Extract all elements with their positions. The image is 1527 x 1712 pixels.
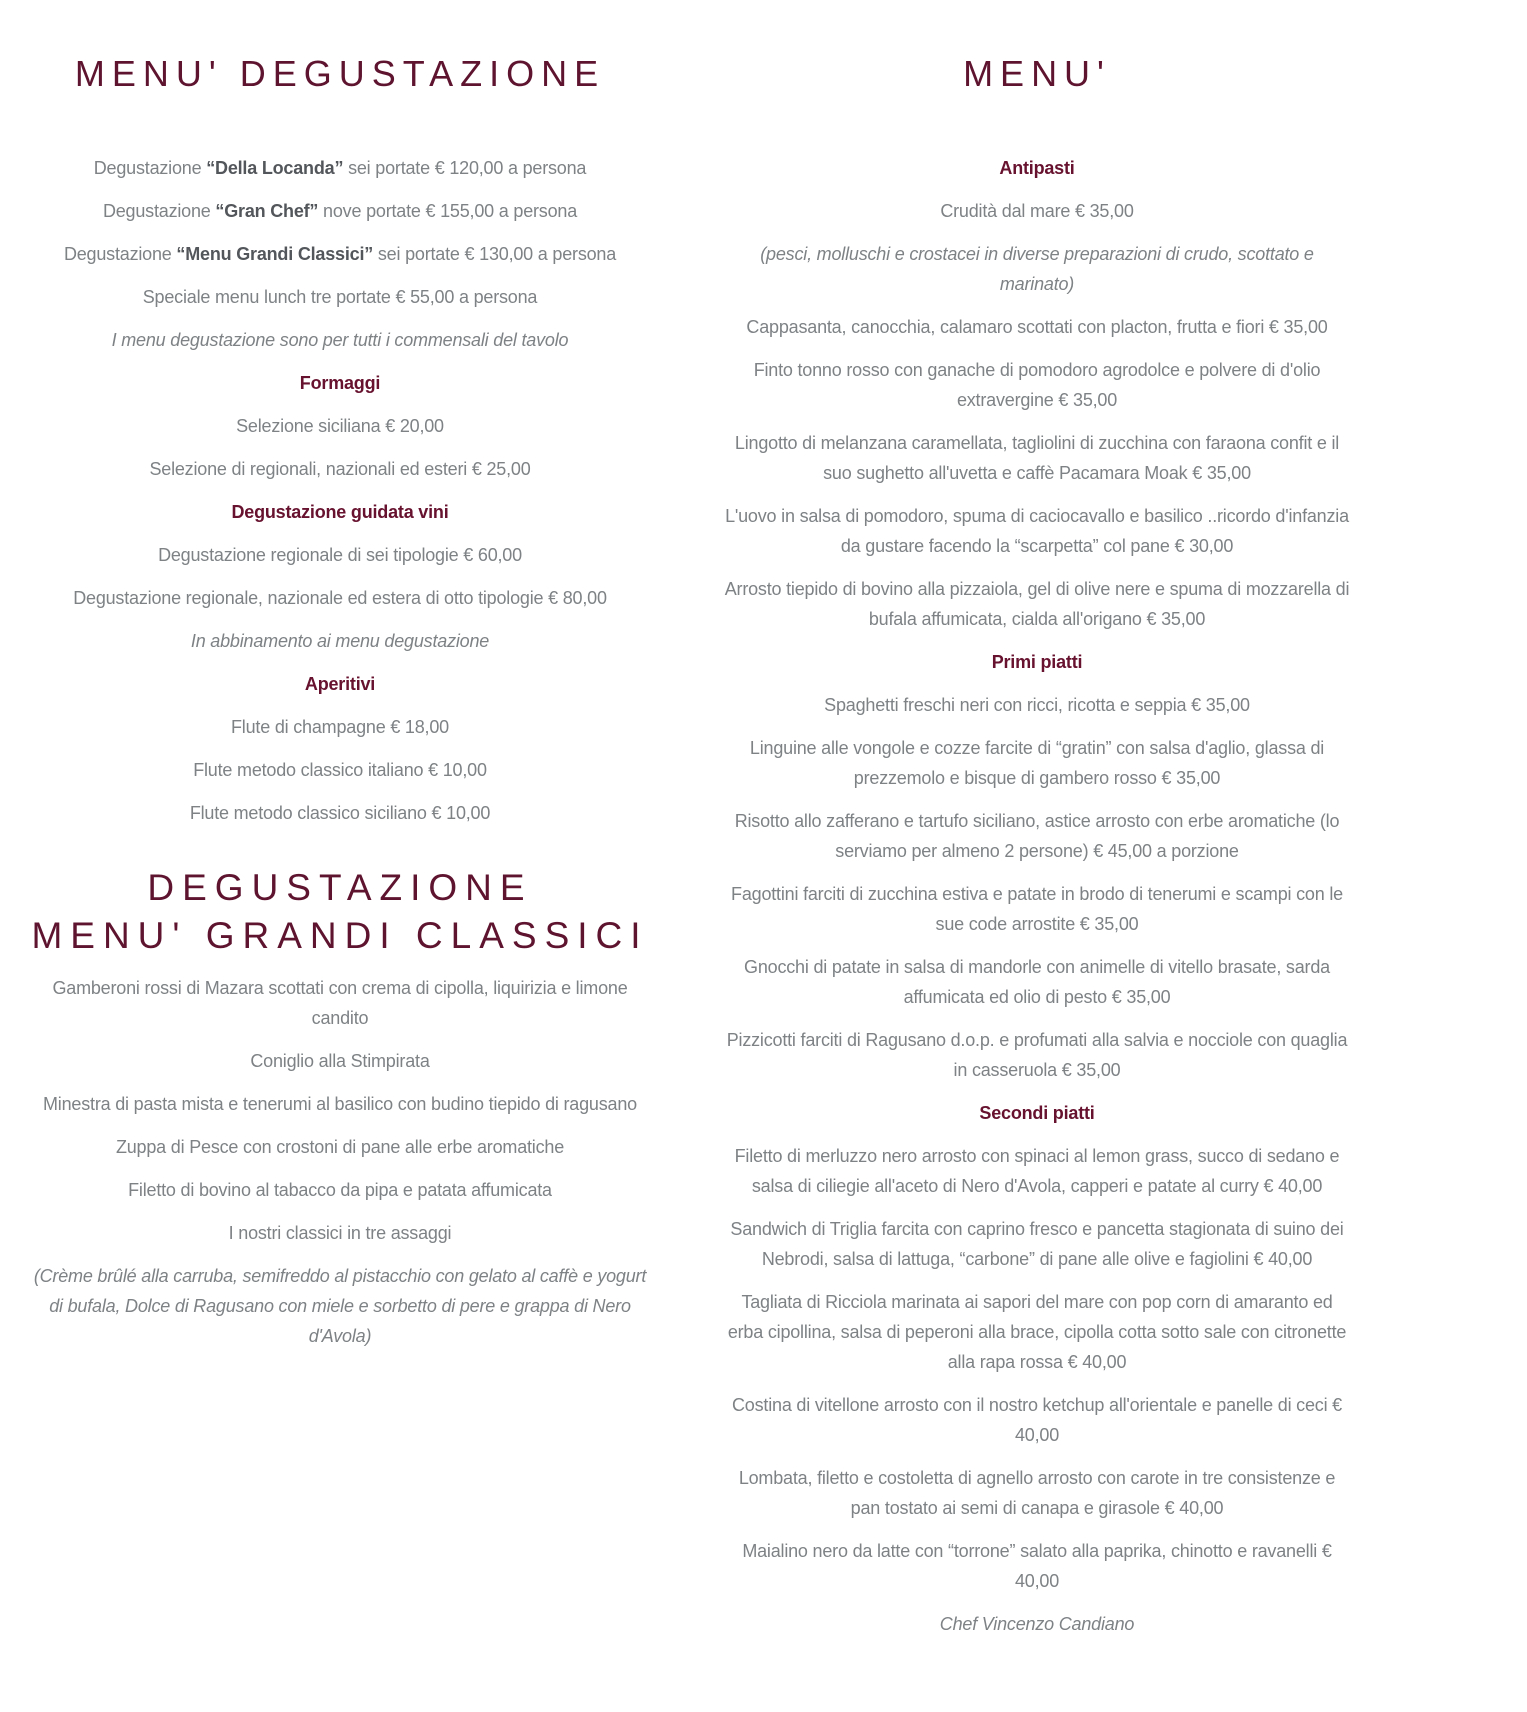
menu-item: Fagottini farciti di zucchina estiva e patate in brodo di tenerumi e scampi con le sue code arrostite € 35,00 bbox=[731, 884, 1343, 935]
menu-item: Spaghetti freschi neri con ricci, ricotta e seppia € 35,00 bbox=[824, 695, 1250, 716]
menu-item: Arrosto tiepido di bovino alla pizzaiola, gel di olive nere e spuma di mozzarella di bufala affumicata, cialda all'origano € 35,00 bbox=[724, 579, 1350, 630]
menu-item: I nostri classici in tre assaggi bbox=[228, 1222, 452, 1243]
menu-item: Selezione di regionali, nazionali ed esteri € 25,00 bbox=[149, 459, 531, 480]
menu-item: Speciale menu lunch tre portate € 55,00 a persona bbox=[142, 287, 538, 308]
menu-item: Flute metodo classico siciliano € 10,00 bbox=[189, 803, 491, 824]
menu-item-text: nove portate € 155,00 a persona bbox=[318, 201, 578, 222]
menu-note: (Crème brûlé alla carruba, semifreddo al pistacchio con gelato al caffè e yogurt di bufala, Dolce di Ragusano con miele e sorbetto di pere e grappa di Nero d'Avola) bbox=[33, 1265, 647, 1346]
menu-item: Filetto di merluzzo nero arrosto con spinaci al lemon grass, succo di sedano e salsa di ciliegie all'aceto di Nero d'Avola, capperi e patate al curry € 40,00 bbox=[734, 1146, 1340, 1197]
menu-item: Minestra di pasta mista e tenerumi al basilico con budino tiepido di ragusano bbox=[43, 1093, 637, 1114]
category-heading: Formaggi bbox=[299, 373, 381, 394]
menu-item: Pizzicotti farciti di Ragusano d.o.p. e profumati alla salvia e nocciole con quaglia in casseruola € 35,00 bbox=[726, 1030, 1348, 1081]
menu-item: Gamberoni rossi di Mazara scottati con crema di cipolla, liquirizia e limone candito bbox=[52, 977, 628, 1028]
menu-item-text: sei portate € 130,00 a persona bbox=[373, 244, 617, 265]
menu-item: Linguine alle vongole e cozze farcite di “gratin” con salsa d'aglio, glassa di prezzemolo e bisque di gambero rosso € 35,00 bbox=[749, 738, 1325, 789]
menu-item: Maialino nero da latte con “torrone” salato alla paprika, chinotto e ravanelli € 40,00 bbox=[742, 1541, 1332, 1592]
menu-item: Finto tonno rosso con ganache di pomodoro agrodolce e polvere di d'olio extravergine € 35,00 bbox=[753, 360, 1321, 411]
menu-item bbox=[25, 239, 655, 269]
menu-item: Risotto allo zafferano e tartufo siciliano, astice arrosto con erbe aromatiche (lo serviamo per almeno 2 persone) € 45,00 a porzione bbox=[734, 811, 1340, 862]
menu-item: Crudità dal mare € 35,00 bbox=[940, 201, 1134, 222]
category-heading: Aperitivi bbox=[304, 674, 376, 695]
menu-item: Cappasanta, canocchia, calamaro scottati con placton, frutta e fiori € 35,00 bbox=[746, 317, 1328, 338]
column-menu bbox=[722, 52, 1352, 1652]
menu-note: (pesci, molluschi e crostacei in diverse preparazioni di crudo, scottato e marinato) bbox=[760, 244, 1314, 295]
menu-item: Flute metodo classico italiano € 10,00 bbox=[193, 760, 487, 781]
category-heading: Degustazione guidata vini bbox=[231, 502, 449, 523]
menu-item-name: “Della Locanda” bbox=[206, 158, 344, 179]
menu-item: L'uovo in salsa di pomodoro, spuma di caciocavallo e basilico ..ricordo d'infanzia da gustare facendo la “scarpetta” col pane € 30,00 bbox=[725, 506, 1349, 557]
category-heading: Primi piatti bbox=[991, 652, 1083, 673]
menu-item-text: Degustazione bbox=[102, 201, 216, 222]
menu-note: In abbinamento ai menu degustazione bbox=[190, 631, 490, 652]
section-title: DEGUSTAZIONE MENU' GRANDI CLASSICI bbox=[31, 867, 649, 956]
menu-item: Lingotto di melanzana caramellata, tagliolini di zucchina con faraona confit e il suo sughetto all'uvetta e caffè Pacamara Moak € 35,00 bbox=[734, 433, 1340, 484]
menu-item: Tagliata di Ricciola marinata ai sapori del mare con pop corn di amaranto ed erba cipollina, salsa di peperoni alla brace, cipolla cotta sotto sale con citronette alla rapa rossa € 40,00 bbox=[727, 1292, 1347, 1373]
menu-item: Costina di vitellone arrosto con il nostro ketchup all'orientale e panelle di ceci € 40,00 bbox=[732, 1395, 1342, 1446]
menu-item: Flute di champagne € 18,00 bbox=[231, 717, 449, 738]
menu-item-name: “Menu Grandi Classici” bbox=[176, 244, 374, 265]
menu-item bbox=[25, 153, 655, 183]
menu-item: Sandwich di Triglia farcita con caprino fresco e pancetta stagionata di suino dei Nebrodi, salsa di lattuga, “carbone” di pane alle olive e fagiolini € 40,00 bbox=[730, 1219, 1344, 1270]
page-title-degustazione: MENU' DEGUSTAZIONE bbox=[74, 53, 606, 94]
column-degustazione bbox=[25, 52, 655, 1364]
menu-item: Gnocchi di patate in salsa di mandorle con animelle di vitello brasate, sarda affumicata ed olio di pesto € 35,00 bbox=[744, 957, 1330, 1008]
menu-item: Degustazione regionale, nazionale ed estera di otto tipologie € 80,00 bbox=[73, 588, 607, 609]
menu-item bbox=[25, 196, 655, 226]
menu-item: Degustazione regionale di sei tipologie € 60,00 bbox=[158, 545, 522, 566]
menu-item-name: “Gran Chef” bbox=[215, 201, 319, 222]
menu-item-text: Degustazione bbox=[63, 244, 177, 265]
menu-item: Zuppa di Pesce con crostoni di pane alle erbe aromatiche bbox=[115, 1136, 565, 1157]
category-heading: Antipasti bbox=[999, 158, 1075, 179]
menu-item-text: sei portate € 120,00 a persona bbox=[343, 158, 587, 179]
category-heading: Secondi piatti bbox=[979, 1103, 1095, 1124]
page-title-menu: MENU' bbox=[963, 53, 1111, 94]
menu-item-text: Degustazione bbox=[93, 158, 207, 179]
menu-item: Coniglio alla Stimpirata bbox=[250, 1050, 430, 1071]
menu-item: Selezione siciliana € 20,00 bbox=[236, 416, 444, 437]
menu-note: I menu degustazione sono per tutti i commensali del tavolo bbox=[111, 330, 569, 351]
menu-item: Lombata, filetto e costoletta di agnello arrosto con carote in tre consistenze e pan tostato ai semi di canapa e girasole € 40,00 bbox=[738, 1468, 1336, 1519]
menu-note: Chef Vincenzo Candiano bbox=[939, 1614, 1135, 1635]
menu-item: Filetto di bovino al tabacco da pipa e patata affumicata bbox=[128, 1179, 552, 1200]
